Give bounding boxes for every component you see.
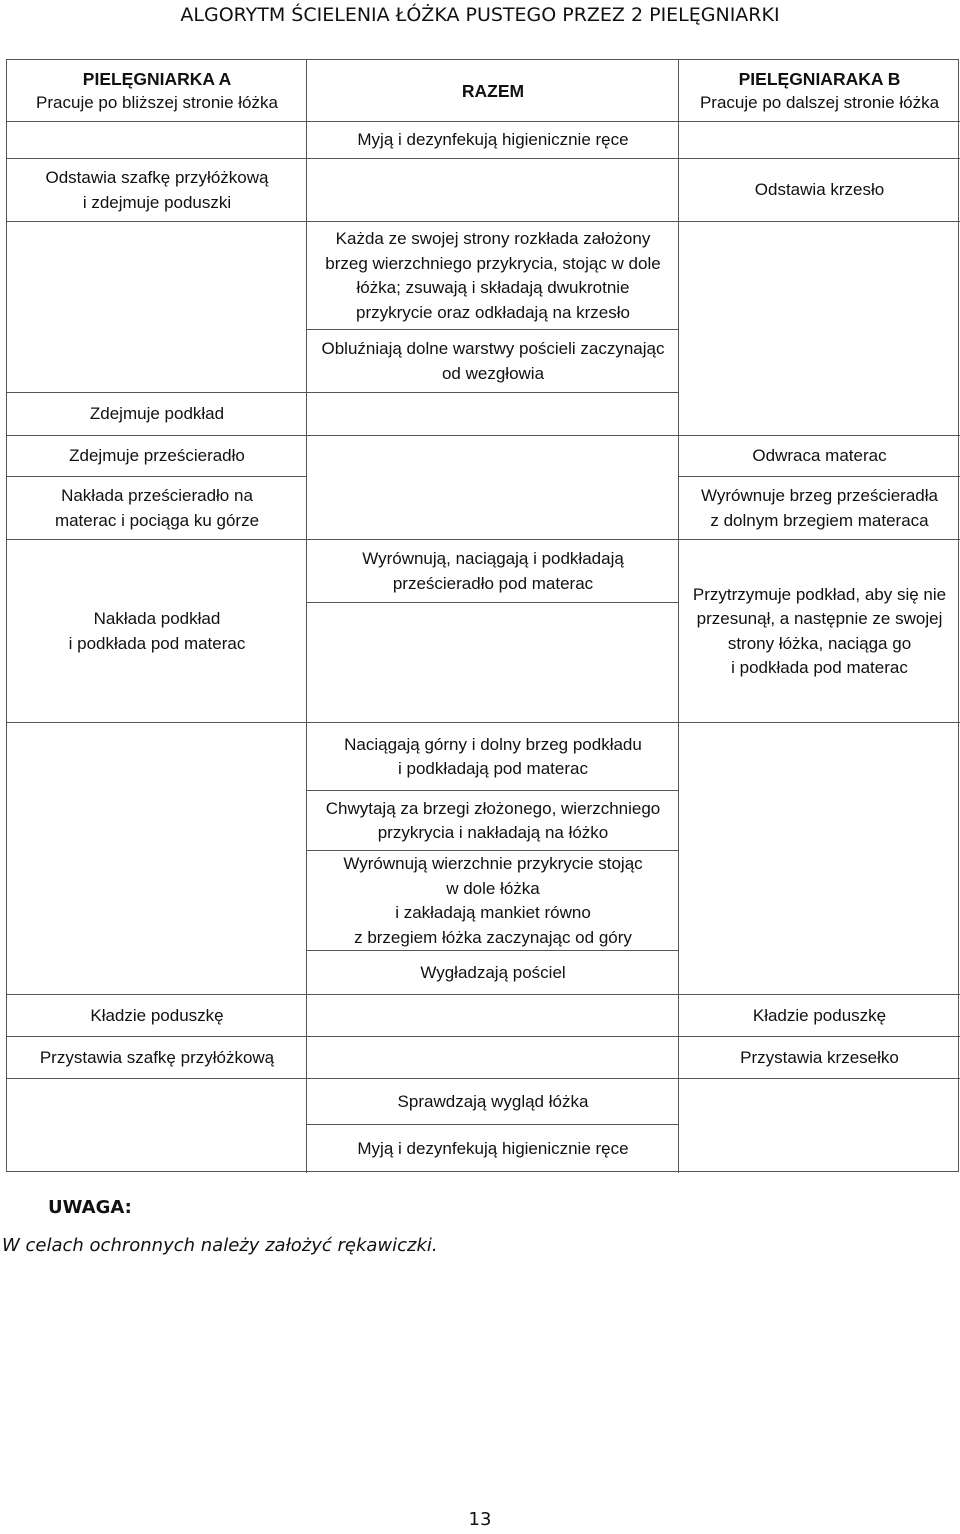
nurse-a-step [7, 393, 307, 436]
nurse-b-step [679, 1079, 960, 1173]
together-step-text: Wyrównują wierzchnie przykrycie stojąc w dole łóżka i zakładają mankiet równo z brzegiem łóżka zaczynając od góry [343, 854, 643, 947]
nurse-a-step-text: Przystawia szafkę przyłóżkową [39, 1047, 275, 1067]
nurse-b-step [679, 436, 960, 477]
document-title: ALGORYTM ŚCIELENIA ŁÓŻKA PUSTEGO PRZEZ 2 PIELĘGNIARKI [180, 4, 780, 26]
nurse-b-step-text: Kładzie poduszkę [752, 1005, 887, 1025]
nurse-a-step [7, 540, 307, 723]
nurse-a-header-title: PIELĘGNIARKA A [82, 68, 232, 89]
nurse-a-step [7, 122, 307, 159]
nurse-b-step [679, 723, 960, 995]
nurse-a-step-text: Zdejmuje prześcieradło [69, 446, 245, 466]
nurse-b-step [679, 122, 960, 159]
page-number: 13 [468, 1509, 492, 1530]
together-step-text: Myją i dezynfekują higienicznie ręce [357, 1138, 629, 1158]
nurse-b-step-text: Odstawia krzesło [754, 180, 885, 200]
nurse-b-step [679, 159, 960, 222]
together-step [307, 1125, 679, 1173]
together-step-text: Myją i dezynfekują higienicznie ręce [357, 130, 629, 150]
together-step [307, 951, 679, 995]
together-step [307, 1079, 679, 1125]
nurse-b-header-title: PIELĘGNIARAKA B [738, 68, 901, 89]
together-step [307, 1037, 679, 1079]
nurse-a-step [7, 995, 307, 1037]
together-step [307, 791, 679, 851]
nurse-b-step-text: Odwraca materac [752, 446, 887, 466]
note-label: UWAGA: [48, 1197, 132, 1218]
nurse-a-step [7, 1079, 307, 1173]
together-step [307, 603, 679, 723]
nurse-b-step-text: Przystawia krzesełko [740, 1047, 899, 1067]
nurse-a-step [7, 477, 307, 540]
nurse-a-step [7, 222, 307, 393]
together-step [307, 540, 679, 603]
together-step [307, 159, 679, 222]
together-step [307, 723, 679, 791]
nurse-a-header-description: Pracuje po bliższej stronie łóżka [36, 93, 278, 112]
together-step-text: Chwytają za brzegi złożonego, wierzchniego przykrycia i nakładają na łóżko [325, 798, 661, 842]
nurse-a-step-text: Nakłada prześcieradło na materac i pociąga ku górze [54, 486, 260, 530]
together-header-title: RAZEM [461, 80, 525, 101]
together-step [307, 851, 679, 951]
nurse-b-step [679, 1037, 960, 1079]
nurse-a-step-text: Nakłada podkład i podkłada pod materac [68, 609, 246, 653]
together-step [307, 122, 679, 159]
together-step [307, 222, 679, 330]
nurse-b-step-text: Przytrzymuje podkład, aby się nie przesunął, a następnie ze swojej strony łóżka, naciąga go i podkłada pod materac [692, 584, 947, 677]
together-step-text: Obluźniają dolne warstwy pościeli zaczynając od wezgłowia [321, 339, 665, 383]
procedure-table [6, 59, 959, 1172]
nurse-b-step [679, 540, 960, 723]
together-step-text: Wygładzają pościel [420, 962, 566, 982]
together-header [307, 60, 679, 122]
together-step [307, 330, 679, 393]
together-step-text: Wyrównują, naciągają i podkładają prześcieradło pod materac [362, 549, 624, 593]
nurse-b-step-text: Wyrównuje brzeg prześcieradła z dolnym brzegiem materaca [700, 486, 938, 530]
nurse-a-step-text: Zdejmuje podkład [89, 404, 225, 424]
together-step-text: Naciągają górny i dolny brzeg podkładu i podkładają pod materac [344, 734, 642, 778]
nurse-b-header [679, 60, 960, 122]
nurse-a-step [7, 436, 307, 477]
together-step-text: Każda ze swojej strony rozkłada założony brzeg wierzchniego przykrycia, stojąc w dole łóżka; zsuwają i składają dwukrotnie przykrycie oraz odkładają na krzesło [325, 229, 661, 322]
together-step [307, 995, 679, 1037]
nurse-a-step [7, 1037, 307, 1079]
nurse-a-step-text: Kładzie poduszkę [90, 1005, 224, 1025]
nurse-a-header [7, 60, 307, 122]
nurse-b-step [679, 222, 960, 436]
nurse-a-step [7, 159, 307, 222]
together-step [307, 436, 679, 540]
note-text: W celach ochronnych należy założyć rękawiczki. [2, 1235, 438, 1256]
together-step [307, 393, 679, 436]
nurse-b-header-description: Pracuje po dalszej stronie łóżka [699, 93, 940, 112]
nurse-b-step [679, 477, 960, 540]
nurse-a-step [7, 723, 307, 995]
nurse-b-step [679, 995, 960, 1037]
nurse-a-step-text: Odstawia szafkę przyłóżkową i zdejmuje poduszki [45, 168, 269, 212]
together-step-text: Sprawdzają wygląd łóżka [397, 1091, 589, 1111]
